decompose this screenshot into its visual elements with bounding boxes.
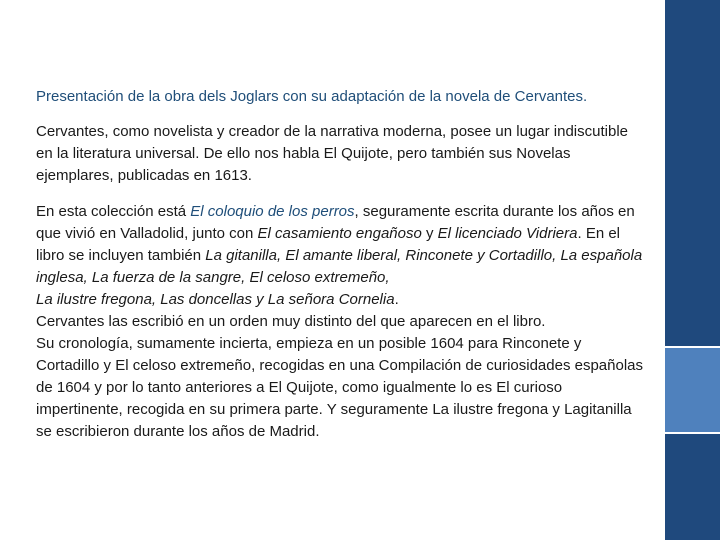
text-run: En esta colección está	[36, 203, 191, 220]
work-title: El licenciado Vidriera	[437, 225, 578, 242]
work-titles-list: La gitanilla, El amante liberal, Rinconete y Cortadillo, La española inglesa, La fuerza de la sangre, El celoso extremeño,	[36, 247, 643, 286]
chronology-paragraph: Su cronología, sumamente incierta, empieza en un posible 1604 para Rinconete y Cortadillo y El celoso extremeño, recogidas en una Compilación de curiosidades españolas de 1604 y por lo tanto anteriores a El Quijote, como igualmente lo es El curioso impertinente, recogida en su primera parte. Y seguramente La ilustre fregona y Lagitanilla se escribieron durante los años de Madrid.	[36, 335, 644, 440]
slide-content	[36, 86, 648, 443]
text-run: , seguramente escrita durante los años en que vivió en Valladolid, junto con	[36, 203, 635, 242]
intro-paragraph: Cervantes, como novelista y creador de la narrativa moderna, posee un lugar indiscutible en la literatura universal. De ello nos habla El Quijote, pero también sus Novelas ejemplares, publicadas en 1613.	[36, 123, 628, 184]
collection-paragraph	[36, 201, 648, 311]
sidebar-block-light	[665, 348, 720, 432]
text-run: y	[421, 225, 438, 242]
order-line: Cervantes las escribió en un orden muy distinto del que aparecen en el libro.	[36, 313, 546, 330]
slide-heading: Presentación de la obra dels Joglars con su adaptación de la novela de Cervantes.	[36, 88, 588, 105]
text-run: . En el libro se incluyen también	[36, 225, 621, 264]
decorative-sidebar	[665, 0, 720, 540]
sidebar-block-bottom	[665, 434, 720, 540]
work-title: El coloquio de los perros	[190, 203, 355, 220]
work-title: El casamiento engañoso	[257, 225, 422, 242]
text-run: .	[394, 291, 399, 308]
sidebar-block-top	[665, 0, 720, 346]
work-titles-list: La ilustre fregona, Las doncellas y La señora Cornelia	[36, 291, 395, 308]
